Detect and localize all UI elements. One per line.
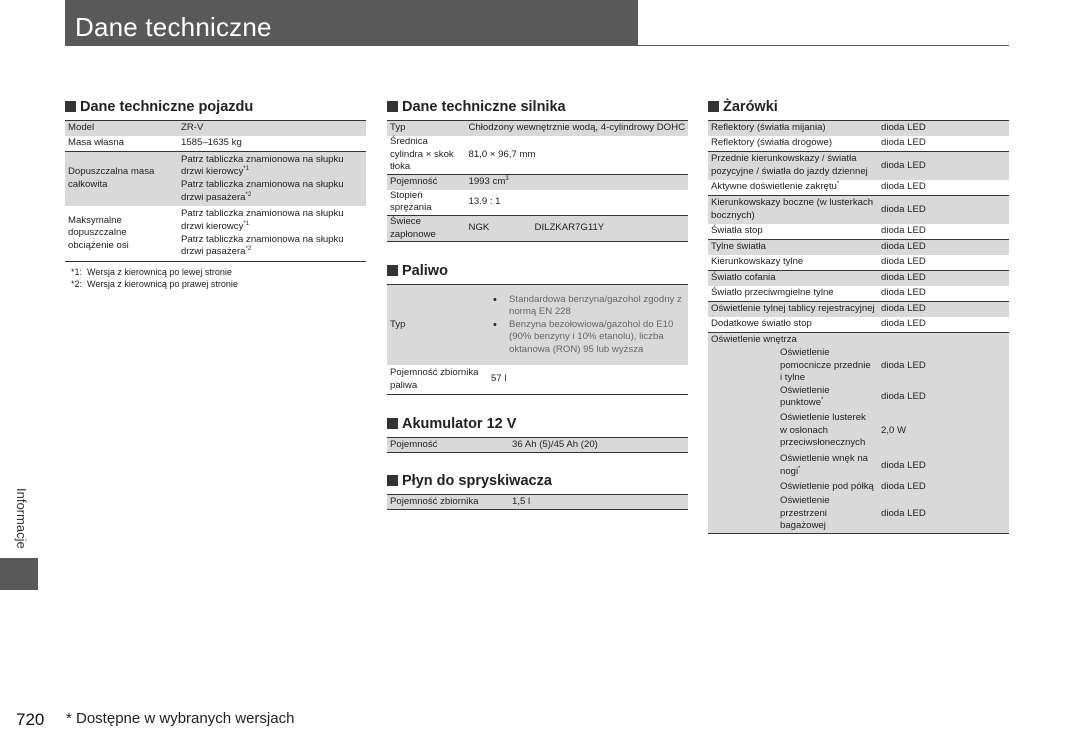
vehicle-notes xyxy=(65,266,366,290)
page-title: Dane techniczne xyxy=(75,12,272,42)
square-bullet-icon xyxy=(387,265,398,276)
table-row: Oświetlenie pod półką dioda LED xyxy=(708,480,1009,495)
bulbs-table xyxy=(708,120,1009,534)
battery-table xyxy=(387,437,688,453)
fuel-table xyxy=(387,284,688,395)
vehicle-heading: Dane techniczne pojazdu xyxy=(65,98,366,116)
table-row: Oświetlenie tylnej tablicy rejestracyjnej dioda LED xyxy=(708,302,1009,318)
table-row: Oświetlenie wnęk na nogi* dioda LED xyxy=(708,452,1009,480)
list-item: • Benzyna bezołowiowa/gazohol do E10 (90% benzyny i 10% etanolu), liczba oktanowa (RON) 95 lub wyższa xyxy=(491,319,685,357)
table-row: Typ Chłodzony wewnętrznie wodą, 4-cylindrowy DOHC xyxy=(387,121,688,137)
table-row: Światło cofania dioda LED xyxy=(708,271,1009,287)
engine-table xyxy=(387,120,688,242)
note-item: *2: Wersja z kierownicą po prawej stronie xyxy=(71,279,238,289)
square-bullet-icon xyxy=(387,101,398,112)
engine-heading: Dane techniczne silnika xyxy=(387,98,688,116)
washer-table xyxy=(387,494,688,510)
table-row: Światła stop dioda LED xyxy=(708,224,1009,240)
square-bullet-icon xyxy=(65,101,76,112)
table-row: Dodatkowe światło stop dioda LED xyxy=(708,317,1009,333)
side-tab-label: Informacje xyxy=(14,488,29,549)
note-item: *1: Wersja z kierownicą po lewej stronie xyxy=(71,267,232,277)
engine-column xyxy=(387,98,688,510)
table-row: Pojemność 36 Ah (5)/45 Ah (20) xyxy=(387,438,688,453)
table-row: Oświetlenie wnętrza xyxy=(708,333,1009,348)
page-number: 720 xyxy=(16,710,45,729)
washer-heading: Płyn do spryskiwacza xyxy=(387,472,688,490)
square-bullet-icon xyxy=(387,475,398,486)
vehicle-table xyxy=(65,120,366,262)
table-row: Oświetlenie lusterek w osłonach przeciwsłonecznych 2,0 W xyxy=(708,410,1009,452)
title-bar xyxy=(65,0,638,46)
side-tab-marker xyxy=(0,558,38,590)
fuel-heading: Paliwo xyxy=(387,262,688,280)
bulbs-section xyxy=(708,98,1009,534)
list-item: • Standardowa benzyna/gazohol zgodny z normą EN 228 xyxy=(491,294,685,319)
battery-heading: Akumulator 12 V xyxy=(387,415,688,433)
table-row: Oświetlenie pomocnicze przednie i tylne dioda LED xyxy=(708,347,1009,385)
table-row: Reflektory (światła mijania) dioda LED xyxy=(708,121,1009,137)
table-row: Maksymalne dopuszczalne obciążenie osi Patrz tabliczka znamionowa na słupku drzwi kierowcy$^{*1}$ Patrz tabliczka znamionowa na słupku drzwi pasażera$^{*2}$ xyxy=(65,206,366,262)
bulbs-heading: Żarówki xyxy=(708,98,1009,116)
table-row: Średnica cylindra × skok tłoka 81,0 × 96,7 mm xyxy=(387,136,688,174)
title-rule xyxy=(638,45,1009,46)
table-row: Reflektory (światła drogowe) dioda LED xyxy=(708,136,1009,152)
square-bullet-icon xyxy=(387,418,398,429)
table-row: Masa własna 1585–1635 kg xyxy=(65,136,366,152)
table-row: Typ • Standardowa benzyna/gazohol zgodny z normą EN 228 • Benzyna bezołowiowa/gazohol do E10 (90% benzyny i 10% etanolu), liczba oktanowa (RON) 95 lub wyższa xyxy=(387,285,688,366)
table-row: Kierunkowskazy tylne dioda LED xyxy=(708,255,1009,271)
table-row: Oświetlenie punktowe* dioda LED xyxy=(708,385,1009,410)
square-bullet-icon xyxy=(708,101,719,112)
table-row: Pojemność zbiornika paliwa 57 l xyxy=(387,365,688,395)
table-row: Model ZR-V xyxy=(65,121,366,137)
side-tab xyxy=(6,488,36,558)
table-row: Pojemność zbiornika 1,5 l xyxy=(387,495,688,510)
table-row: Świece zapłonowe NGK DILZKAR7G11Y xyxy=(387,215,688,241)
table-row: Przednie kierunkowskazy / światła pozycyjne / światła do jazdy dziennej dioda LED xyxy=(708,152,1009,181)
table-row: Światło przeciwmgielne tylne dioda LED xyxy=(708,286,1009,302)
table-row: Oświetlenie przestrzeni bagażowej dioda LED xyxy=(708,495,1009,533)
vehicle-section xyxy=(65,98,366,290)
table-row: Tylne światła dioda LED xyxy=(708,240,1009,256)
table-row: Kierunkowskazy boczne (w lusterkach bocznych) dioda LED xyxy=(708,196,1009,225)
table-row: Aktywne doświetlenie zakrętu* dioda LED xyxy=(708,180,1009,196)
footnote: * Dostępne w wybranych wersjach xyxy=(66,710,295,727)
table-row: Stopień sprężania 13.9 : 1 xyxy=(387,190,688,216)
table-row: Dopuszczalna masa całkowita Patrz tabliczka znamionowa na słupku drzwi kierowcy$^{*1}$ Patrz tabliczka znamionowa na słupku drzwi pasażera$^{*2}$ xyxy=(65,152,366,207)
table-row: Pojemność 1993 $cm^3$ xyxy=(387,174,688,190)
